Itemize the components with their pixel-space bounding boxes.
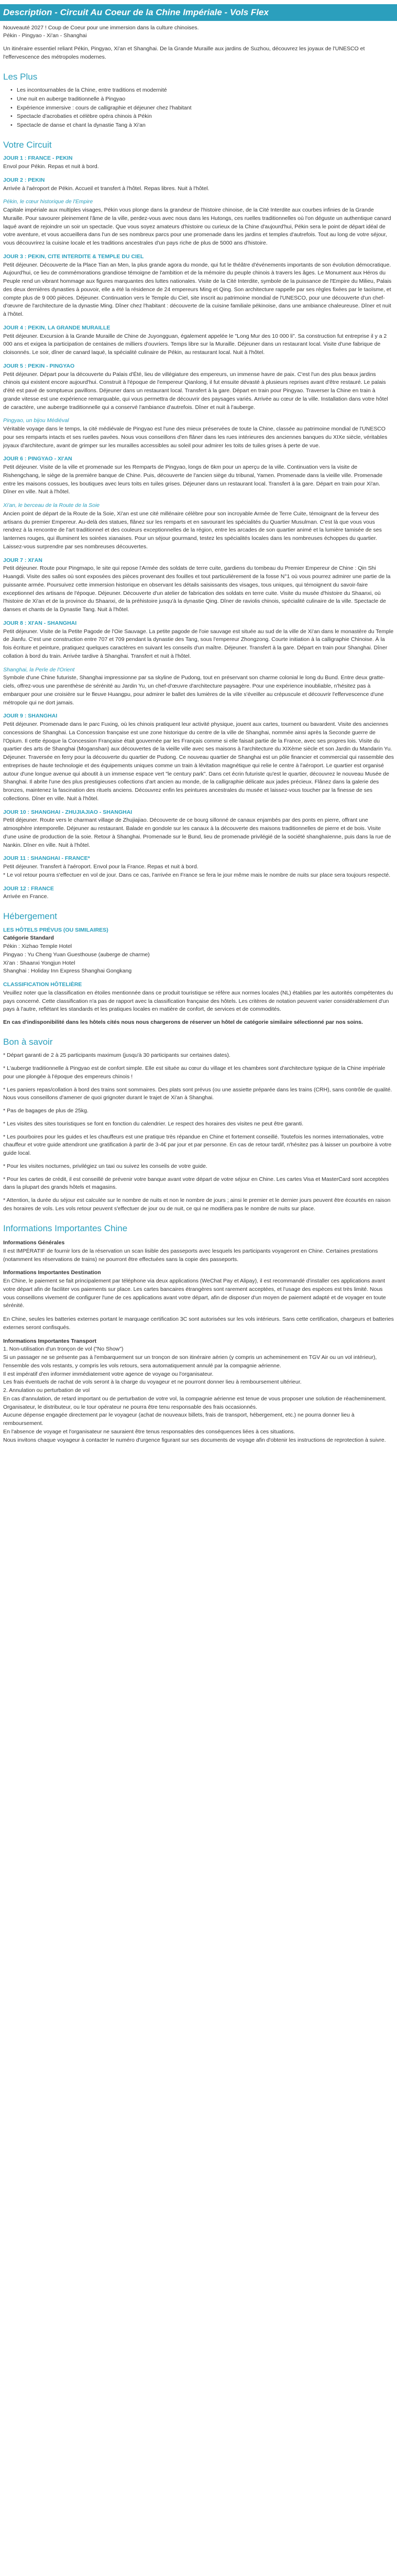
intro-line1: Nouveauté 2027 ! Coup de Coeur pour une immersion dans la culture chinoises.: [3, 24, 199, 31]
infos-list: [3, 1239, 394, 1444]
day-block: [3, 455, 394, 496]
hotel-list: [3, 943, 394, 976]
bonasavoir-heading: Bon à savoir: [3, 1036, 53, 1047]
content: [0, 24, 397, 1445]
day-block: [3, 809, 394, 850]
day-subtitle: Pékin, le cœur historique de l'Empire: [3, 198, 93, 205]
page: [0, 4, 397, 1444]
day-block: [3, 362, 394, 412]
day-block: [3, 885, 394, 902]
day-subtitle: Pingyao, un bijou Médiéval: [3, 417, 69, 424]
info-body: En Chine, seules les batteries externes portant le marquage certification 3C sont autorisées sur les vols intérieurs. Sans cette certification, chargeurs et batteries externes seront confisqués.: [3, 1316, 394, 1331]
day-title: JOUR 4 : PEKIN, LA GRANDE MURAILLE: [3, 324, 111, 331]
bonasavoir-item: * Pour les cartes de crédit, il est conseillé de prévenir votre banque avant votre départ de votre séjour en Chine. Les cartes Visa et MasterCard sont acceptées dans la plupart des grands hôtels et magasins.: [3, 1176, 389, 1191]
classification-body: Veuillez noter que la classification en étoiles mentionnée dans ce produit touristique se réfère aux normes locales (NL) établies par les autorités compétentes du pays concerné. Cette classification n'a pas de rapport avec la classification française des hôtels. Les critères de notation peuvent varier considérablement d'un pays à l'autre, reflétant les standards et les pratiques locales en matière de confort, de services et de commodités.: [3, 989, 393, 1013]
hotel-category: Catégorie Standard: [3, 935, 54, 942]
day-block: [3, 666, 394, 707]
plus-item: • Expérience immersive : cours de calligraphie et déjeuner chez l'habitant: [10, 104, 394, 113]
info-title: Informations Générales: [3, 1240, 65, 1246]
info-body: En Chine, le paiement se fait principalement par téléphone via deux applications (WeChat Pay et Alipay), il est recommandé d'installer ces applications avant votre départ afin de faciliter vos paiements sur place. Les cartes bancaires étrangères sont rarement acceptées, et l'usage des espèces est très limité. Nous vous conseillons vivement de configurer l'une de ces applications avant votre départ, afin de disposer d'un moyen de paiement adapté et de voyager en toute sérénité.: [3, 1278, 386, 1309]
hotel-line: Shanghai : Holiday Inn Express Shanghai Gongkang: [3, 968, 132, 975]
day-subtitle: Xi'an, le berceau de la Route de la Soie: [3, 502, 100, 508]
day-body: Arrivée en France.: [3, 893, 49, 900]
day-block: [3, 176, 394, 193]
day-title: JOUR 11 : SHANGHAI - FRANCE*: [3, 855, 90, 862]
day-body: Arrivée à l'aéroport de Pékin. Accueil et transfert à l'hôtel. Repas libres. Nuit à l'hôtel.: [3, 185, 209, 192]
day-title: JOUR 9 : SHANGHAI: [3, 713, 58, 720]
circuit-heading: Votre Circuit: [3, 139, 52, 150]
plus-item: • Spectacle de danse et chant la dynastie Tang à Xi'an: [10, 121, 394, 130]
day-body: Petit déjeuner. Promenade dans le parc Fuxing, où les chinois pratiquent leur activité physique, jouent aux cartes, tournent ou bavardent. Visite des anciennes concessions de Shanghai. La Concession française est une zone historique du centre de la ville de Shanghai, nommée ainsi après la Seconde guerre de l'Opium. Il cette époque la Concession Française était gouvernée par les Français comme si elle faisait partie de la France, avec ses propres lois. Visite du quartier des arts de Shanghai (Moganshan) aux découvertes de la vieille ville avec ses maisons à l'architecture du XIXème siècle et son Jardin du Mandarin Yu. Déjeuner. Traversée en ferry pour la découverte du quartier de Pudong. Ce nouveau quartier de Shanghai est un pôle financier et commercial qui rassemble des entreprises de haute technologie et des équipements uniques comme un train à lévitation magnétique qui relie le centre à l'aéroport. Le quartier est organisé autour d'une longue avenue qui aboutit à un immense espace vert "le century park". Dans cet écrin futuriste qu'est le quartier, découvrez le nouveau Musée de Shanghai. Il abrite l'une des plus prestigieuses collections d'art ancien au monde, de la calligraphie délicate aux jades précieux. Flânez dans la galerie des bronzes, maintenez la fascination des rituels anciens. Découvrez enfin les peintures ancestrales du musée et laissez-vous toucher par la finesse de ses collections. Dîner en ville. Nuit à l'hôtel.: [3, 721, 394, 802]
day-subtitle: Shanghai, la Perle de l'Orient: [3, 666, 75, 673]
day-title: JOUR 7 : XI'AN: [3, 557, 42, 563]
day-block: [3, 712, 394, 803]
info-block: [3, 1315, 394, 1332]
info-body: Il est IMPÉRATIF de fournir lors de la réservation un scan lisible des passeports avec lesquels les participants voyageront en Chine. Certaines prestations (notamment les réservations de trains) ne pourront être effectuées sans la copie des passeports.: [3, 1247, 378, 1263]
day-block: [3, 324, 394, 357]
day-title: JOUR 12 : FRANCE: [3, 885, 54, 892]
hotel-line: Pingyao : Yu Cheng Yuan Guesthouse (auberge de charme): [3, 951, 150, 958]
bonasavoir-item: * Les paniers repas/collation à bord des trains sont sommaires. Des plats sont prévus (ou une assiette préparée dans les trains (CRH), sans contrôle de qualité. Nous vous conseillons d'amener de quoi grignoter durant le trajet de Xi'an à Shanghai.: [3, 1086, 392, 1101]
infos-heading: Informations Importantes Chine: [3, 1223, 128, 1233]
hebergement-section: [3, 926, 394, 1027]
intro-line2: Pékin - Pingyao - Xi'an - Shanghai: [3, 32, 87, 39]
day-body: Petit déjeuner. Route vers le charmant village de Zhujiajiao. Découverte de ce bourg sillonné de canaux enjambés par des ponts en pierre, offrant une atmosphère intemporelle. Déjeuner au restaurant. Balade en gondole sur les canaux à la découverte des maisons traditionnelles de pierre et de bois. Visite d'une usine de production de la soie. Retour à Shanghai. Promenade sur le Bund, lieu de promenade privilégié de la société shanghaïenne, puis dans la rue de Nankin. Dîner en ville. Nuit à l'hôtel.: [3, 817, 391, 848]
day-title: JOUR 2 : PEKIN: [3, 176, 45, 183]
bonasavoir-item: * Les pourboires pour les guides et les chauffeurs est une pratique très répandue en Chine et fortement conseillé. Toutefois les normes internationales, votre chauffeur et votre guide attendront une gratification à partir de 3-4€ par jour et par personne. En cas de retour tardif, n'hésitez pas à laisser un pourboire à votre guide local.: [3, 1133, 392, 1156]
info-body: 1. Non-utilisation d'un tronçon de vol ("No Show") Si un passager ne se présente pas à l'embarquement sur un tronçon de son itinéraire aérien (y compris un acheminement en TGV Air ou un vol intérieur), l'ensemble des vols restants, y compris les vols retours, sera automatiquement annulé par la compagnie aérienne. Il est impératif d'en informer immédiatement votre agence de voyage ou l'organisateur. Les frais éventuels de rachat de vols seront à la charge du voyageur et ne pourront donner lieu à remboursement ultérieur. 2. Annulation ou perturbation de vol En cas d'annulation, de retard important ou de perturbation de votre vol, la compagnie aérienne est tenue de vous proposer une solution de réacheminement. Organisateur, le distributeur, ou le tour opérateur ne pourra être tenu responsable des frais occasionnés. Aucune dépense engagée directement par le voyageur (achat de nouveaux billets, frais de transport, hébergement, etc.) ne pourra donner lieu à remboursement. En l'absence de voyage et l'organisateur ne sauraient être tenus responsables des conséquences liées à ces situations. Nous invitons chaque voyageur à contacter le numéro d'urgence figurant sur ses documents de voyage afin d'obtenir les instructions de reprotection à suivre.: [3, 1346, 387, 1443]
day-body: Petit déjeuner. Route pour Pingmapo, le site qui repose l'Armée des soldats de terre cuite, gardiens du tombeau du Premier Empereur de Chine : Qin Shi Huangdi. Visite des salles où sont exposées des pièces provenant des fouilles et tout particulièrement de la fosse N°1 où vous pourrez admirer une partie de la puissante armée. Poursuivez cette immersion historique en observant les détails saisissants des visages, tous uniques, qui témoignent du savoir-faire exceptionnel des artisans de l'époque. Déjeuner. Découverte d'un atelier de fabrication des soldats en terre cuite. Visite du musée d'histoire du Shaanxi, où l'histoire de Xi'an et de la province du Shaanxi, de la préhistoire jusqu'à la dynastie Qing. Dîner de raviolis chinois, spécialité culinaire de la ville. Spectacle de danses et chants de la Dynastie Tang. Nuit à l'hôtel.: [3, 565, 391, 613]
bonasavoir-item: * Attention, la durée du séjour est calculée sur le nombre de nuits et non le nombre de jours ; ainsi le premier et le dernier jours peuvent être écourtés en raison des horaires de vols. Les vols retour peuvent s'effectuer de jour ou de nuit, ce qui ne modifiera pas le nombre de nuits sur place.: [3, 1197, 391, 1212]
day-body: Petit déjeuner. Excursion à la Grande Muraille de Chine de Juyongguan, également appelée le "Long Mur des 10 000 li". Sa construction fut entreprise il y a 2 000 ans et exigea la participation de centaines de milliers d'ouvriers. Temps libre sur la Muraille. Déjeuner dans un restaurant local. Visite d'une fabrique de cloisonnés. Le soir, dîner de canard laqué, la spécialité culinaire de Pékin, au restaurant local. Nuit à l'hôtel.: [3, 333, 387, 356]
info-block: [3, 1239, 394, 1264]
info-block: [3, 1269, 394, 1310]
day-body: Véritable voyage dans le temps, la cité médiévale de Pingyao est l'une des mieux préservées de toute la Chine, classée au patrimoine mondial de l'UNESCO pour ses remparts intacts et ses ruelles pavées. Nous vous conseillons d'en flâner dans les rues intérieures des anciennes banques du XIXe siècle, véritables joyaux d'architecture, avant de grimper sur les murailles accessibles au soleil pour admirer les toits de tuiles grises à perte de vue.: [3, 426, 388, 449]
day-block: [3, 620, 394, 661]
plus-item: • Spectacle d'acrobaties et célèbre opéra chinois à Pékin: [10, 113, 394, 121]
circuit-days: [3, 154, 394, 901]
plus-heading: Les Plus: [3, 71, 38, 82]
plus-item: • Les incontournables de la Chine, entre traditions et modernité: [10, 86, 394, 95]
day-body: Ancien point de départ de la Route de la Soie, Xi'an est une cité millénaire célèbre pour son incroyable Armée de Terre Cuite, témoignant de la ferveur des artisans du premier Empereur. Au-delà des statues, flânez sur les remparts et en savourant les spécialités du Quartier Musulman. C'est là que vous vous rendrez à la rencontre de l'art traditionnel et des couleurs exceptionnelles de la région, entre les arcades de son quartier animé et la lumière tamisée de ses lanternes rouges, qui illuminent les soirées xianaises. Pour un séjour gourmand, testez les spécialités locales dans les nombreuses échoppes du quartier. Laissez-vous surprendre par ses nombreuses découvertes.: [3, 510, 382, 550]
day-title: JOUR 5 : PEKIN - PINGYAO: [3, 362, 75, 369]
day-title: JOUR 6 : PINGYAO - XI'AN: [3, 456, 72, 462]
classification-note: En cas d'indisponibilité dans les hôtels cités nous nous chargerons de réserver un hôtel de catégorie similaire sélectionné par nos soins.: [3, 1019, 363, 1025]
plus-list: [10, 86, 394, 130]
hotels-heading: LES HÔTELS PRÉVUS (OU SIMILAIRES): [3, 926, 108, 933]
day-body: Envol pour Pékin. Repas et nuit à bord.: [3, 163, 99, 170]
day-block: [3, 417, 394, 450]
day-body: Petit déjeuner. Transfert à l'aéroport. Envol pour la France. Repas et nuit à bord. * Le vol retour pourra s'effectuer en vol de jour. Dans ce cas, l'arrivée en France se fera le jour même mais le nombre de nuits sur place sera toujours respecté.: [3, 864, 391, 878]
day-block: [3, 198, 394, 248]
info-title: Informations Importantes Transport: [3, 1337, 96, 1344]
bonasavoir-item: * L'auberge traditionnelle à Pingyao est de confort simple. Elle est située au cœur du village et les chambres sont d'architecture typique de la Chine impériale pour une plongée à l'époque des empereurs chinois !: [3, 1065, 385, 1080]
day-body: Petit déjeuner. Visite de la Petite Pagode de l'Oie Sauvage. La petite pagode de l'oie sauvage est située au sud de la ville de Xi'an dans le monastère du Temple de Jianfu. C'est une construction entre 707 et 709 pendant la dynastie des Tang, sous l'empereur Zhongzong. Courte initiation à la calligraphie Chinoise. À la fois écriture et peinture, pratiquez quelques caractères en suivant les conseils d'un maître. Déjeuner. Transfert à la gare. Départ en train pour Shanghai. Dîner collation à bord du train. Arrivée tardive à Shanghai. Transfert et nuit à l'hôtel.: [3, 628, 394, 659]
day-body: Petit déjeuner. Découverte de la Place Tian an Men, la plus grande agora du monde, qui fut le théâtre d'événements importants de son évolution démocratique. Aujourd'hui, ce lieu de commémorations grandiose témoigne de l'ambition et de la mémoire du peuple chinois à travers les âges. Le Monument aux Héros du Peuple rend un vibrant hommage aux figures marquantes des luttes nationales. Visite de la Cité Interdite, symbole de la puissance de l'Empire du Milieu, Palais des deux dernières dynasties à pouvoir, elle a été la résidence de 24 empereurs Ming et Qing. Son architecture rappelle par ses règles fixées par le taoïsme, et compte plus de 9 000 pièces. Déjeuner. Continuation vers le Temple du Ciel, site inscrit au patrimoine mondial de l'UNESCO, pour une découverte d'un chef-d'œuvre de l'architecture de la dynastie Ming. Dîner chez l'habitant : découverte de la cuisine familiale pékinoise, dans une ambiance chaleureuse. Dîner et nuit à l'hôtel.: [3, 261, 392, 317]
day-block: [3, 154, 394, 171]
bonasavoir-item: * Pas de bagages de plus de 25kg.: [3, 1108, 89, 1114]
hebergement-heading: Hébergement: [3, 911, 58, 921]
day-block: [3, 557, 394, 614]
bonasavoir-item: * Les visites des sites touristiques se font en fonction du calendrier. Le respect des horaires des visites ne peut être garanti.: [3, 1120, 304, 1127]
plus-item: • Une nuit en auberge traditionnelle à Pingyao: [10, 95, 394, 104]
day-body: Capitale impériale aux multiples visages, Pékin vous plonge dans la grandeur de l'histoire chinoise, de la Cité Interdite aux courbes infinies de la Grande Muraille. Pour savourer pleinement l'âme de la ville, perdez-vous avec nous dans les Hutongs, ces ruelles traditionnelles où l'on déguste un authentique canard laqué avant de rejoindre un soir un spectacle. Que vous soyez amateurs d'histoire ou curieux de la Chine d'aujourd'hui, Pékin sera le point de départ idéal de votre aventure, et vous accueillera dans l'un de ses nombreux parcs pour une promenade dans les jardins et temples d'autrefois. Tout au long de votre séjour, vous découvrirez la cuisine locale et les traditions ancestrales d'un pays riche de plus de 5000 ans d'histoire.: [3, 207, 391, 246]
intro-paragraph: Un itinéraire essentiel reliant Pékin, Pingyao, Xi'an et Shanghai. De la Grande Muraille aux jardins de Suzhou, découvrez les joyaux de l'UNESCO et l'effervescence des métropoles modernes.: [3, 46, 365, 60]
day-title: JOUR 8 : XI'AN - SHANGHAI: [3, 620, 77, 626]
day-block: [3, 855, 394, 879]
info-block: [3, 1337, 394, 1445]
day-block: [3, 253, 394, 319]
day-body: Petit déjeuner. Visite de la ville et promenade sur les Remparts de Pingyao, longs de 6km pour un aperçu de la ville. Continuation vers la visite de Rishengchang, le siège de la première banque de Chine. Puis, découverte de l'ancien siège du tribunal, Yamen. Promenade dans la vieille ville. Promenade entre les maisons cossues, les boutiques avec leurs toits en tuiles grises. Déjeuner dans un restaurant local. Transfert à la gare. Départ en train pour Xi'an. Dîner en ville. Nuit à l'hôtel.: [3, 464, 383, 495]
day-body: Petit déjeuner. Départ pour la découverte du Palais d'Été, lieu de villégiature des empereurs, un immense havre de paix. C'est l'un des plus beaux jardins chinois qui existent encore aujourd'hui. Construit à l'époque de l'empereur Qianlong, il fut ensuite dévasté à plusieurs reprises avant d'être restauré. Le palais d'été est pavé de somptueux pavillons. Déjeuner dans un restaurant local. Transfert à la gare. Départ en train pour Pingyao. Traverser la Chine en train à grande vitesse est une expérience remarquable, qui vous permettra de découvrir des paysages variés. Arrivée au cœur de la ville. Installation dans votre hôtel de caractère, une auberge traditionnelle qui a conservé l'ambiance d'autrefois. Dîner et nuit à l'auberge.: [3, 371, 388, 411]
day-title: JOUR 10 : SHANGHAI - ZHUJIAJIAO - SHANGHAI: [3, 809, 133, 815]
intro: [3, 24, 394, 41]
bonasavoir-item: * Départ garanti de 2 à 25 participants maximum (jusqu'à 30 participants sur certaines dates).: [3, 1052, 230, 1059]
bonasavoir-item: * Pour les visites nocturnes, privilégiez un taxi ou suivez les conseils de votre guide.: [3, 1163, 207, 1169]
day-body: Symbole d'une Chine futuriste, Shanghai impressionne par sa skyline de Pudong, tout en préservant son charme colonial le long du Bund. Entre deux gratte-ciels, offrez-vous une parenthèse de sérénité au Jardin Yu, un chef-d'œuvre d'architecture paysagère. Pour une expérience inoubliable, n'hésitez pas à embarquer pour une croisière sur le fleuve Huangpu, pour admirer le ballet des lumières de la ville s'éveiller au crépuscule et découvrir l'effervescence d'une métropole qui ne dort jamais.: [3, 675, 385, 706]
info-title: Informations Importantes Destination: [3, 1269, 101, 1276]
bonasavoir-list: [3, 1052, 394, 1213]
day-title: JOUR 1 : FRANCE - PEKIN: [3, 155, 73, 162]
page-title-banner: Description - Circuit Au Coeur de la Chine Impériale - Vols Flex: [0, 4, 397, 21]
hotel-line: Xi'an : Shaanxi Yongjun Hotel: [3, 959, 75, 966]
day-title: JOUR 3 : PEKIN, CITE INTERDITE & TEMPLE DU CIEL: [3, 253, 144, 260]
hotel-line: Pékin : Xizhao Temple Hotel: [3, 943, 72, 949]
classification-heading: CLASSIFICATION HÔTELIÈRE: [3, 981, 82, 988]
day-block: [3, 502, 394, 551]
